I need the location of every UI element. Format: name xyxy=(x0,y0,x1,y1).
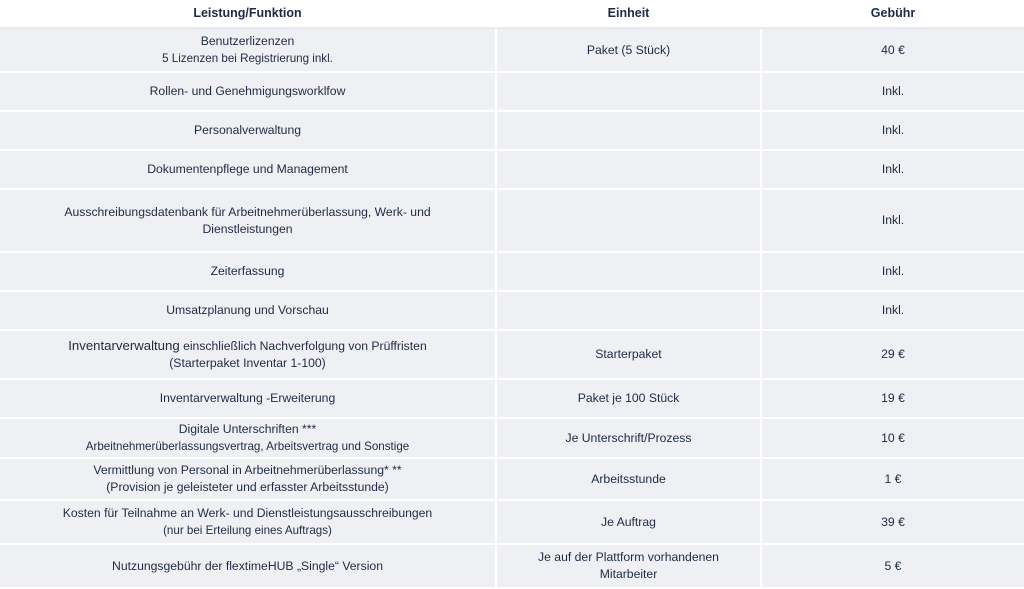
fee-cell: 5 € xyxy=(884,558,902,573)
service-name: Benutzerlizenzen xyxy=(200,34,295,48)
table-row xyxy=(0,292,1024,331)
table-row xyxy=(0,501,1024,545)
service-name: Digitale Unterschriften *** xyxy=(178,422,317,436)
service-name-rest: einschließlich Nachverfolgung von Prüffristen xyxy=(179,339,427,353)
fee-cell: Inkl. xyxy=(881,162,905,176)
header-fee: Gebühr xyxy=(762,0,1024,27)
fee-cell: Inkl. xyxy=(881,303,905,317)
table-row xyxy=(0,459,1024,501)
service-note: (nur bei Erteilung eines Auftrags) xyxy=(163,524,332,537)
service-name: Kosten für Teilnahme an Werk- und Dienstleistungsausschreibungen xyxy=(62,506,433,520)
unit-cell xyxy=(497,545,762,587)
table-header-row xyxy=(0,0,1024,29)
fee-cell: 29 € xyxy=(881,347,905,361)
unit-cell: Je Auftrag xyxy=(497,501,762,543)
header-unit: Einheit xyxy=(497,0,762,27)
service-cell xyxy=(0,190,497,251)
service-name: Vermittlung von Personal in Arbeitnehmerüberlassung* ** xyxy=(93,463,402,477)
service-cell: Rollen- und Genehmigungsworklfow xyxy=(0,73,497,110)
service-cell: Personalverwaltung xyxy=(0,112,497,149)
service-cell: Umsatzplanung und Vorschau xyxy=(0,292,497,329)
service-name-cont: Dienstleistungen xyxy=(202,221,293,236)
unit-cell xyxy=(497,190,762,251)
service-note: 5 Lizenzen bei Registrierung inkl. xyxy=(162,52,333,65)
service-cell: Zeiterfassung xyxy=(0,253,497,290)
unit-cell: Paket je 100 Stück xyxy=(497,380,762,417)
service-note: (Provision je geleisteter und erfasster Arbeitsstunde) xyxy=(106,480,389,494)
service-cell: Nutzungsgebühr der flextimeHUB „Single“ Version xyxy=(0,545,497,587)
unit-cell xyxy=(497,253,762,290)
unit-cell: Arbeitsstunde xyxy=(497,459,762,499)
service-cell xyxy=(0,459,497,499)
unit-line: Mitarbeiter xyxy=(599,567,658,581)
service-cell xyxy=(0,331,497,378)
table-row xyxy=(0,190,1024,253)
unit-cell: Je Unterschrift/Prozess xyxy=(497,419,762,457)
unit-cell xyxy=(497,73,762,110)
table-row xyxy=(0,29,1024,73)
table-row xyxy=(0,380,1024,419)
fee-cell: 40 € xyxy=(881,42,905,57)
service-note: (Starterpaket Inventar 1-100) xyxy=(169,356,326,370)
unit-cell xyxy=(497,292,762,329)
service-cell: Inventarverwaltung -Erweiterung xyxy=(0,380,497,417)
table-row xyxy=(0,73,1024,112)
table-row xyxy=(0,253,1024,292)
service-cell xyxy=(0,29,497,71)
fee-cell: 10 € xyxy=(881,430,905,445)
table-row xyxy=(0,419,1024,459)
fee-cell: 39 € xyxy=(881,514,905,529)
unit-cell: Starterpaket xyxy=(497,331,762,378)
fee-cell: 19 € xyxy=(881,391,905,405)
unit-cell xyxy=(497,151,762,188)
service-name: Ausschreibungsdatenbank für Arbeitnehmerüberlassung, Werk- und xyxy=(64,204,431,219)
service-name-lead: Inventarverwaltung xyxy=(68,338,180,353)
service-cell: Dokumentenpflege und Management xyxy=(0,151,497,188)
service-cell xyxy=(0,501,497,543)
table-row xyxy=(0,331,1024,380)
fee-cell: Inkl. xyxy=(881,84,905,98)
fee-cell: Inkl. xyxy=(881,123,905,137)
service-note: Arbeitnehmerüberlassungsvertrag, Arbeitsvertrag und Sonstige xyxy=(85,440,410,453)
fee-cell: Inkl. xyxy=(881,264,905,278)
fee-cell: Inkl. xyxy=(881,213,905,227)
table-row xyxy=(0,112,1024,151)
table-row xyxy=(0,151,1024,190)
unit-line: Je auf der Plattform vorhandenen xyxy=(538,550,719,564)
unit-cell xyxy=(497,112,762,149)
table-row xyxy=(0,545,1024,589)
table-body xyxy=(0,29,1024,589)
service-cell xyxy=(0,419,497,457)
header-service: Leistung/Funktion xyxy=(0,0,497,27)
unit-cell: Paket (5 Stück) xyxy=(497,29,762,71)
service-name xyxy=(68,337,426,355)
fee-cell: 1 € xyxy=(884,471,902,486)
